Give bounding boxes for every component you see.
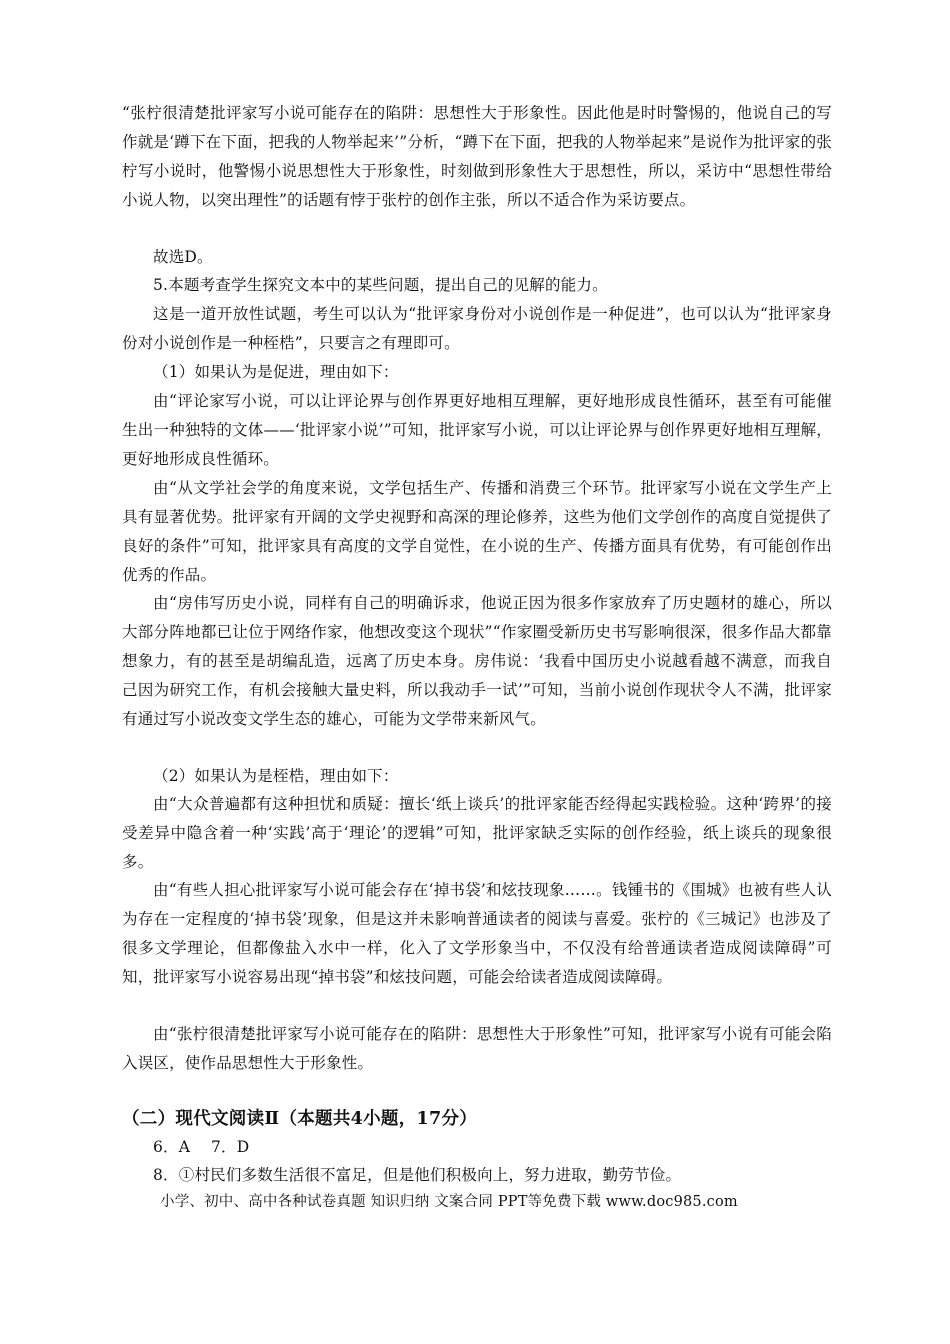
paragraph-promote-heading: （1）如果认为是促进，理由如下： [153,363,399,381]
paragraph-shackle-reason-1: 由“大众普遍都有这种担忧和质疑：擅长‘纸上谈兵’的批评家能否经得起实践检验。这种‘跨界’的接受差异中隐含着一种‘实践’高于‘理论’的逻辑”可知，批评家缺乏实际的创作经验，纸上谈兵的现象很多。 [122,795,832,871]
section-heading: （二）现代文阅读Ⅱ（本题共4小题，17分） [122,1109,478,1129]
paragraph-promote-reason-2: 由“从文学社会学的角度来说，文学包括生产、传播和消费三个环节。批评家写小说在文学生产上具有显著优势。批评家有开阔的文学史视野和高深的理论修养，这些为他们文学创作的高度自觉提供了良好的条件”可知，批评家具有高度的文学自觉性，在小说的生产、传播方面具有优势，有可能创作出优秀的作品。 [122,479,832,584]
paragraph-shackle-heading: （2）如果认为是桎梏，理由如下： [153,767,399,785]
paragraph-open-question: 这是一道开放性试题，考生可以认为“批评家身份对小说创作是一种促进”，也可以认为“批评家身份对小说创作是一种桎梏”，只要言之有理即可。 [122,305,832,352]
paragraph-promote-reason-3: 由“房伟写历史小说，同样有自己的明确诉求，他说正因为很多作家放弃了历史题材的雄心，所以大部分阵地都已让位于网络作家，他想改变这个现状”“作家圈受新历史书写影响很深，很多作品大都靠想象力，有的甚至是胡编乱造，远离了历史本身。房伟说：‘我看中国历史小说越看越不满意，而我自己因为研究工作，有机会接触大量史料，所以我动手一试’”可知，当前小说创作现状令人不满，批评家有通过写小说改变文学生态的雄心，可能为文学带来新风气。 [122,594,832,728]
paragraph-analysis-continued: “张柠很清楚批评家写小说可能存在的陷阱：思想性大于形象性。因此他是时时警惕的，他说自己的写作就是‘蹲下在下面，把我的人物举起来’”分析，“蹲下在下面，把我的人物举起来”是说作为批评家的张柠写小说时，他警惕小说思想性大于形象性，时刻做到形象性大于思想性，所以，采访中“思想性带给小说人物，以突出理性”的话题有悖于张柠的创作主张，所以不适合作为采访要点。 [122,104,832,209]
paragraph-shackle-reason-2: 由“有些人担心批评家写小说可能会存在‘掉书袋’和炫技现象……。钱锺书的《围城》也被有些人认为存在一定程度的‘掉书袋’现象，但是这并未影响普通读者的阅读与喜爱。张柠的《三城记》也涉及了很多文学理论，但都像盐入水中一样，化入了文学形象当中，不仅没有给普通读者造成阅读障碍”可知，批评家写小说容易出现“掉书袋”和炫技问题，可能会给读者造成阅读障碍。 [122,881,832,986]
paragraph-promote-reason-1: 由“评论家写小说，可以让评论界与创作界更好地相互理解，更好地形成良性循环，甚至有可能催生出一种独特的文体——‘批评家小说’”可知，批评家写小说，可以让评论界与创作界更好地相互理解，更好地形成良性循环。 [122,392,832,468]
paragraph-question-5: 5.本题考查学生探究文本中的某些问题，提出自己的见解的能力。 [153,276,608,294]
answers-line: 6．A 7．D [153,1138,250,1156]
question-8-line: 8．①村民们多数生活很不富足，但是他们积极向上，努力进取，勤劳节俭。 [153,1166,682,1184]
paragraph-shackle-reason-3: 由“张柠很清楚批评家写小说可能存在的陷阱：思想性大于形象性”可知，批评家写小说有可能会陷入误区，使作品思想性大于形象性。 [122,1025,832,1072]
paragraph-answer-d: 故选D。 [153,248,213,266]
page-footer: 小学、初中、高中各种试卷真题 知识归纳 文案合同 PPT等免费下载 www.doc985.com [160,1194,738,1210]
